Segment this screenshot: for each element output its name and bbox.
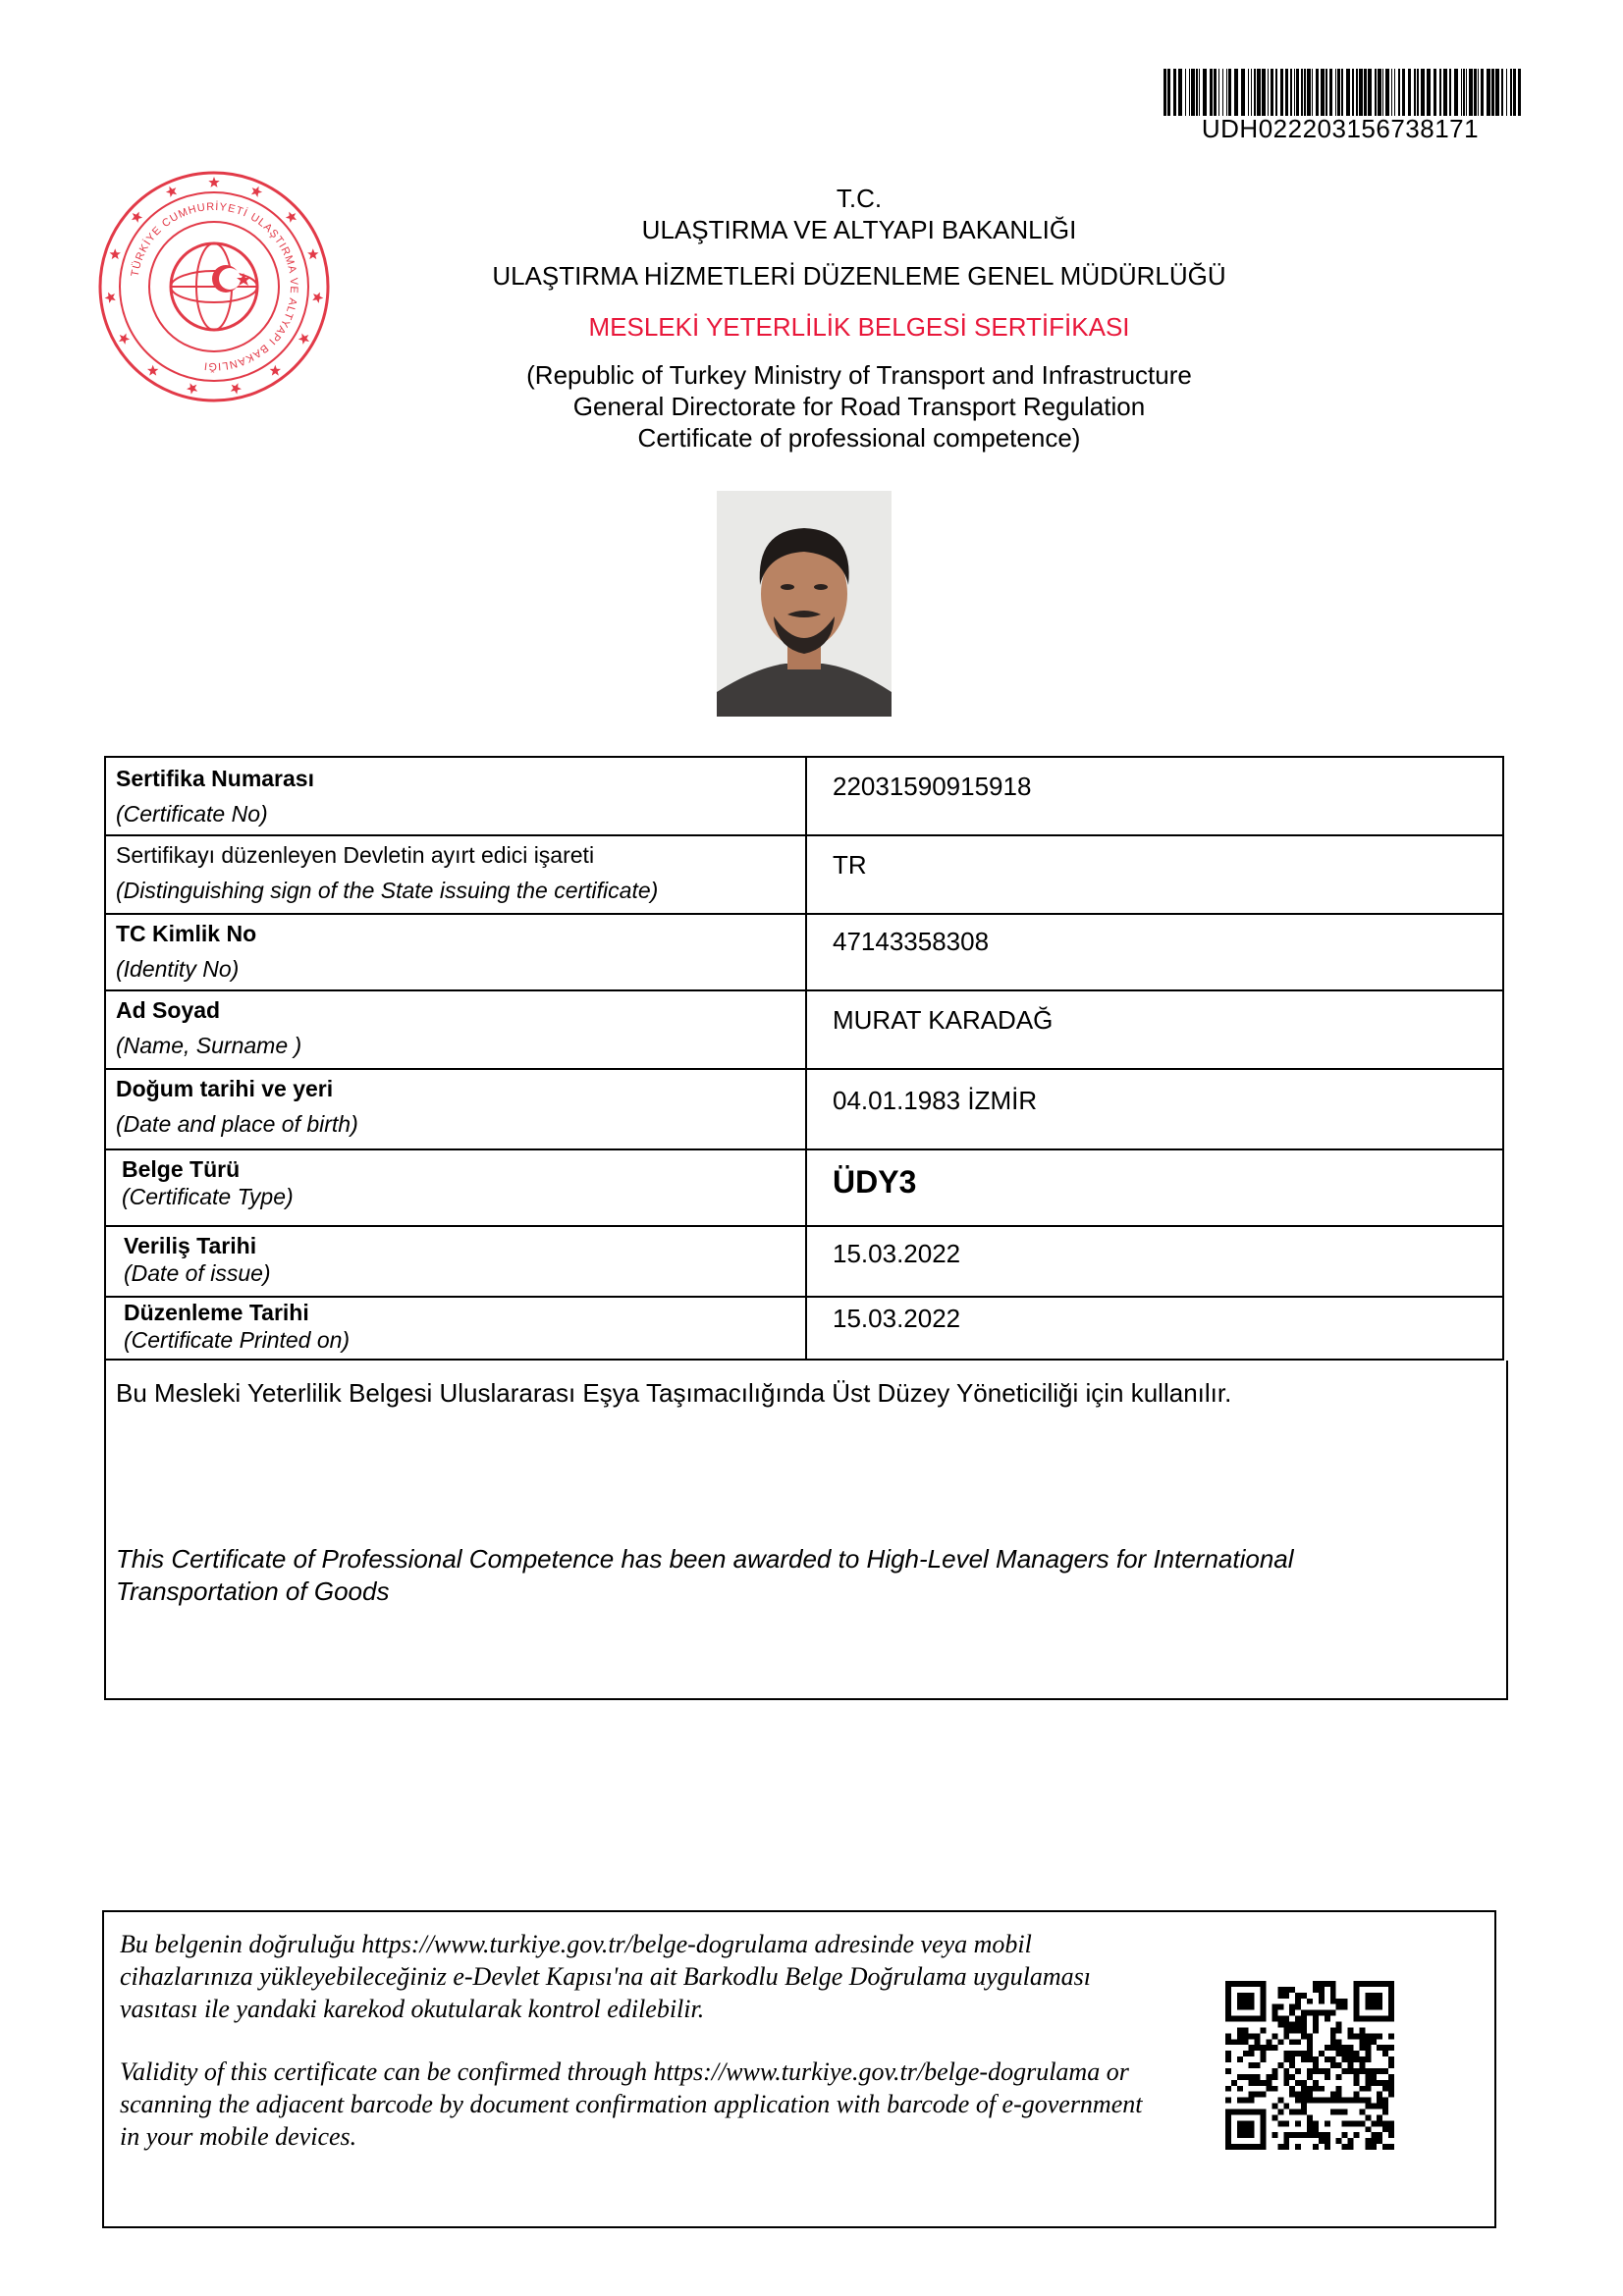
row-label-en: (Certificate Printed on) [124,1327,351,1353]
verification-box [102,1910,1496,2228]
note-english: This Certificate of Professional Competence has been awarded to High-Level Managers for International Transportation of Goods [116,1544,1294,1606]
row-label-en: (Certificate No) [116,801,268,827]
row-label: Düzenleme Tarihi [124,1300,309,1325]
row-label: Sertifika Numarası [116,766,314,791]
row-label-en: (Date of issue) [124,1260,271,1286]
row-value: 15.03.2022 [833,1304,961,1333]
row-label-en: (Certificate Type) [122,1184,294,1209]
table-row-issuing-state [104,836,1504,915]
table-row-certificate-no [104,756,1504,836]
barcode-number: UDH022203156738171 [1201,114,1480,143]
ministry-seal-logo [96,169,332,404]
holder-photo [717,491,892,717]
header-english-line-2: General Directorate for Road Transport Regulation [572,392,1146,421]
row-label-en: (Distinguishing sign of the State issuing the certificate) [116,878,659,903]
table-row-name-surname [104,991,1504,1070]
seal-ring-text: TÜRKİYE CUMHURİYETİ ULAŞTIRMA VE ALTYAPI BAKANLIĞI [129,200,300,373]
row-value: ÜDY3 [833,1164,917,1200]
row-value: 22031590915918 [833,772,1032,801]
row-value: TR [833,850,867,880]
row-label: Ad Soyad [116,997,221,1023]
row-value: MURAT KARADAĞ [833,1005,1054,1035]
row-label: Doğum tarihi ve yeri [116,1076,334,1101]
table-row-certificate-type [104,1150,1504,1227]
header-tc: T.C. [836,184,883,213]
row-label: TC Kimlik No [116,921,257,946]
verification-text-turkish: Bu belgenin doğruluğu https://www.turkiye.gov.tr/belge-dogrulama adresinde veya mobil cihazlarınıza yükleyebileceğiniz e-Devlet Kapısı'na ait Barkodlu Belge Doğrulama uygulaması vasıtası ile yandaki karekod okutularak kontrol edilebilir. [120,1930,1092,2023]
row-label: Belge Türü [122,1156,241,1182]
row-value: 47143358308 [833,927,990,956]
qr-code-icon [1225,1981,1394,2150]
row-label: Sertifikayı düzenleyen Devletin ayırt edici işareti [116,842,595,868]
row-label-en: (Date and place of birth) [116,1111,358,1137]
table-row-birth [104,1070,1504,1150]
table-row-identity-no [104,915,1504,991]
row-label: Veriliş Tarihi [124,1233,257,1258]
row-label-en: (Identity No) [116,956,240,982]
barcode-image [1163,69,1522,116]
header-english-line-1: (Republic of Turkey Ministry of Transport and Infrastructure [526,360,1192,390]
certificate-note-box [104,1361,1508,1700]
note-turkish: Bu Mesleki Yeterlilik Belgesi Uluslararası Eşya Taşımacılığında Üst Düzey Yöneticiliği için kullanılır. [116,1378,1232,1408]
header-directorate: ULAŞTIRMA HİZMETLERİ DÜZENLEME GENEL MÜDÜRLÜĞÜ [492,261,1226,291]
header-ministry: ULAŞTIRMA VE ALTYAPI BAKANLIĞI [641,215,1077,244]
row-value: 04.01.1983 İZMİR [833,1086,1038,1115]
header-english-line-3: Certificate of professional competence) [637,423,1081,453]
verification-text-english: Validity of this certificate can be confirmed through https://www.turkiye.gov.tr/belge-dogrulama or scanning the adjacent barcode by document confirmation application with barcode of e-government in your mobile devices. [120,2057,1143,2151]
certificate-title: MESLEKİ YETERLİLİK BELGESİ SERTİFİKASI [588,312,1130,342]
row-value: 15.03.2022 [833,1239,961,1268]
row-label-en: (Name, Surname ) [116,1033,302,1058]
table-row-printed-date [104,1298,1504,1361]
table-row-issue-date [104,1227,1504,1298]
